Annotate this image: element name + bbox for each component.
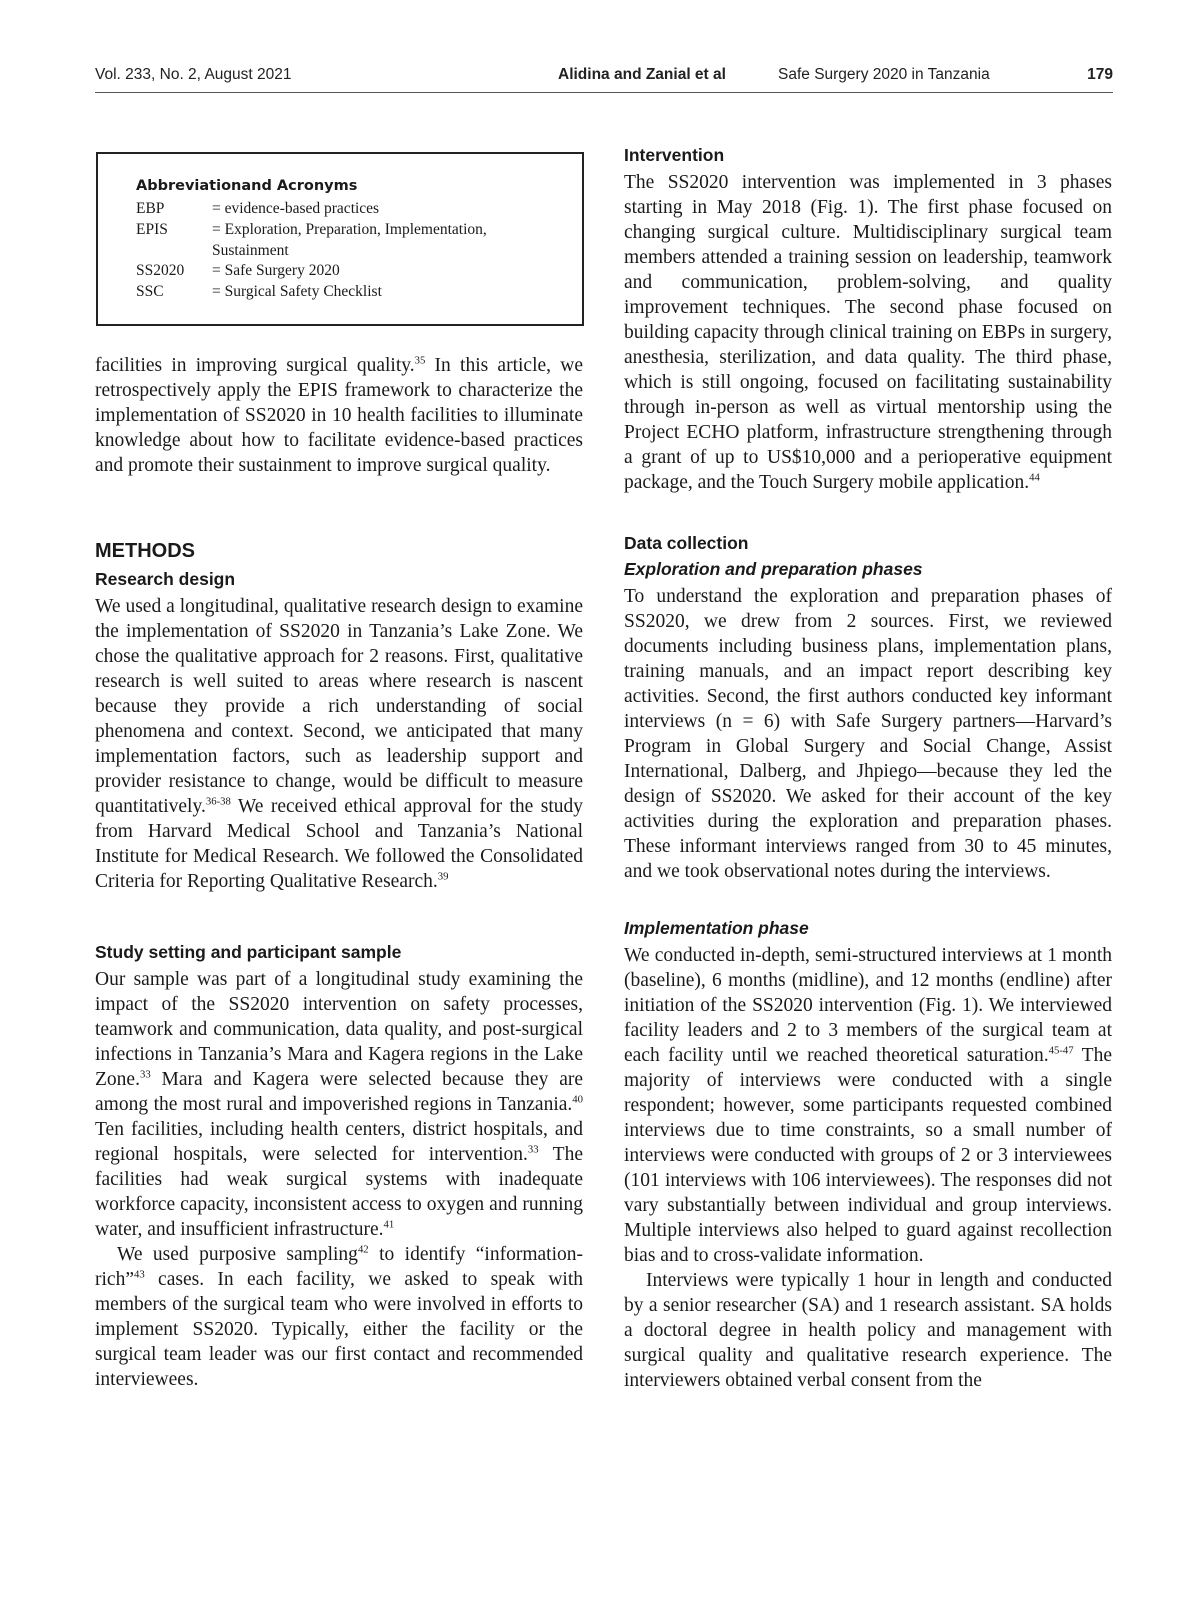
intervention-block xyxy=(624,170,1112,495)
abbreviation-row xyxy=(136,282,556,303)
citation: 33 xyxy=(139,1068,151,1081)
study-setting-block xyxy=(95,967,583,1392)
abbreviation-term: SSC xyxy=(136,283,164,301)
abbreviation-definition: = Exploration, Preparation, Implementation, Sustainment xyxy=(212,220,487,259)
citation: 40 xyxy=(572,1093,583,1106)
implementation-paragraph-2: Interviews were typically 1 hour in length and conducted by a senior researcher (SA) and 1 research assistant. SA holds a doctoral degree in health policy and management with surgical quality and qualitative research experience. The interviewers obtained verbal consent from the xyxy=(624,1270,1112,1391)
citation: 41 xyxy=(383,1218,395,1231)
exploration-block xyxy=(624,584,1112,884)
intro-paragraph-block xyxy=(95,353,583,478)
exploration-paragraph: To understand the exploration and preparation phases of SS2020, we drew from 2 sources. First, we reviewed documents including business plans, implementation plans, training manuals, and an impact report describing key activities. Second, the first authors conducted key informant interviews (n = 6) with Safe Surgery partners—Harvard’s Program in Global Surgery and Social Change, Assist International, Dalberg, and Jhpiego—because they led the design of SS2020. We asked for their account of the key activities during the exploration and preparation phases. These informant interviews ranged from 30 to 45 minutes, and we took observational notes during the interviews. xyxy=(624,586,1112,882)
implementation-paragraph-1: We conducted in-depth, semi-structured interviews at 1 month (baseline), 6 months (midline), and 12 months (endline) after initiation of the SS2020 intervention (Fig. 1). We interviewed facility leaders and 2 to 3 members of the surgical team at each facility until we reached theoretical saturation.$^{45-47}$ The majority of interviews were conducted with a single respondent; however, some participants requested combined interviews due to time constraints, so a small number of interviews were conducted with groups of 2 or 3 interviewees (101 interviews with 106 interviewees). The responses did not vary substantially between individual and group interviews. Multiple interviews also helped to guard against recollection bias and to cross-validate information. xyxy=(624,945,1112,1266)
abbreviation-term: EBP xyxy=(136,200,165,217)
citation: 33 xyxy=(527,1143,539,1156)
abbreviation-row xyxy=(136,261,556,282)
abbreviation-row xyxy=(136,199,556,220)
exploration-heading: Exploration and preparation phases xyxy=(624,559,923,579)
study-setting-paragraph-2: We used purposive sampling$^{42}$ to identify “information-rich”$^{43}$ cases. In each facility, we asked to speak with members of the surgical team who were involved in efforts to implement SS2020. Typically, either the facility or the surgical team leader was our first contact and recommended interviewees. xyxy=(95,1243,583,1390)
page-number: 179 xyxy=(1087,66,1113,83)
data-collection-section xyxy=(624,533,1112,554)
methods-section xyxy=(95,540,583,563)
abbreviation-term: SS2020 xyxy=(136,262,185,280)
implementation-heading: Implementation phase xyxy=(624,918,809,938)
research-design-block xyxy=(95,594,583,894)
running-header xyxy=(95,66,1113,88)
abbreviation-row xyxy=(136,220,556,262)
intro-paragraph: facilities in improving surgical quality.$^{35}$ In this article, we retrospectively apply the EPIS framework to characterize the implementation of SS2020 in 10 health facilities to illuminate knowledge about how to facilitate evidence-based practices and promote their sustainment to improve surgical quality. xyxy=(95,354,583,476)
author-names: Alidina and Zanial et al xyxy=(558,66,726,83)
intervention-section xyxy=(624,145,1112,166)
research-design-heading: Research design xyxy=(95,569,236,589)
citation: 44 xyxy=(1029,471,1040,484)
research-design-paragraph: We used a longitudinal, qualitative research design to examine the implementation of SS2020 in Tanzania’s Lake Zone. We chose the qualitative approach for 2 reasons. First, qualitative research is well suited to areas where research is nascent because they provide a rich understanding of social phenomena and context. Second, we anticipated that many implementation factors, such as leadership support and provider resistance to change, would be difficult to measure quantitatively.$^{36-38}$ We received ethical approval for the study from Harvard Medical School and Tanzania’s National Institute for Medical Research. We followed the Consolidated Criteria for Reporting Qualitative Research.$^{39}$ xyxy=(95,596,583,892)
citation: 42 xyxy=(357,1243,369,1256)
methods-heading: METHODS xyxy=(95,540,195,562)
study-setting-paragraph-1: Our sample was part of a longitudinal study examining the impact of the SS2020 intervention on safety processes, teamwork and communication, data quality, and post-surgical infections in Tanzania’s Mara and Kagera regions in the Lake Zone.$^{33}$ Mara and Kagera were selected because they are among the most rural and impoverished regions in Tanzania.$^{40}$ Ten facilities, including health centers, district hospitals, and regional hospitals, were selected for intervention.$^{33}$ The facilities had weak surgical systems with inadequate workforce capacity, inconsistent access to oxygen and running water, and insufficient infrastructure.$^{41}$ xyxy=(95,969,583,1240)
abbreviations-box xyxy=(96,152,584,326)
study-setting-section xyxy=(95,942,583,963)
citation: 43 xyxy=(133,1268,145,1281)
study-setting-heading: Study setting and participant sample xyxy=(95,942,402,962)
abbreviation-definition: = evidence-based practices xyxy=(212,200,380,217)
research-design-section xyxy=(95,569,583,590)
citation: 35 xyxy=(414,354,426,367)
volume-info: Vol. 233, No. 2, August 2021 xyxy=(95,66,292,83)
citation: 39 xyxy=(437,870,449,883)
exploration-section xyxy=(624,559,1112,580)
abbreviation-definition: = Safe Surgery 2020 xyxy=(212,262,340,280)
header-rule xyxy=(95,92,1113,93)
citation: 45-47 xyxy=(1048,1044,1074,1057)
abbreviations-list xyxy=(136,199,556,303)
abbreviations-title: Abbreviationand Acronyms xyxy=(136,178,358,194)
abbreviation-term: EPIS xyxy=(136,220,168,238)
citation: 36-38 xyxy=(205,795,231,808)
abbreviation-definition: = Surgical Safety Checklist xyxy=(212,283,382,301)
implementation-block xyxy=(624,943,1112,1393)
intervention-paragraph: The SS2020 intervention was implemented in 3 phases starting in May 2018 (Fig. 1). The first phase focused on changing surgical culture. Multidisciplinary surgical team members attended a training session on leadership, teamwork and communication, problem-solving, and quality improvement techniques. The second phase focused on building capacity through clinical training on EBPs in surgery, anesthesia, sterilization, and data quality. The third phase, which is still ongoing, focused on facilitating sustainability through in-person as well as virtual mentorship using the Project ECHO platform, infrastructure strengthening through a grant of up to US$10,000 and a perioperative equipment package, and the Touch Surgery mobile application.$^{44}$ xyxy=(624,172,1112,493)
intervention-heading: Intervention xyxy=(624,145,725,165)
implementation-section xyxy=(624,918,1112,939)
data-collection-heading: Data collection xyxy=(624,533,749,553)
short-title: Safe Surgery 2020 in Tanzania xyxy=(778,66,990,83)
